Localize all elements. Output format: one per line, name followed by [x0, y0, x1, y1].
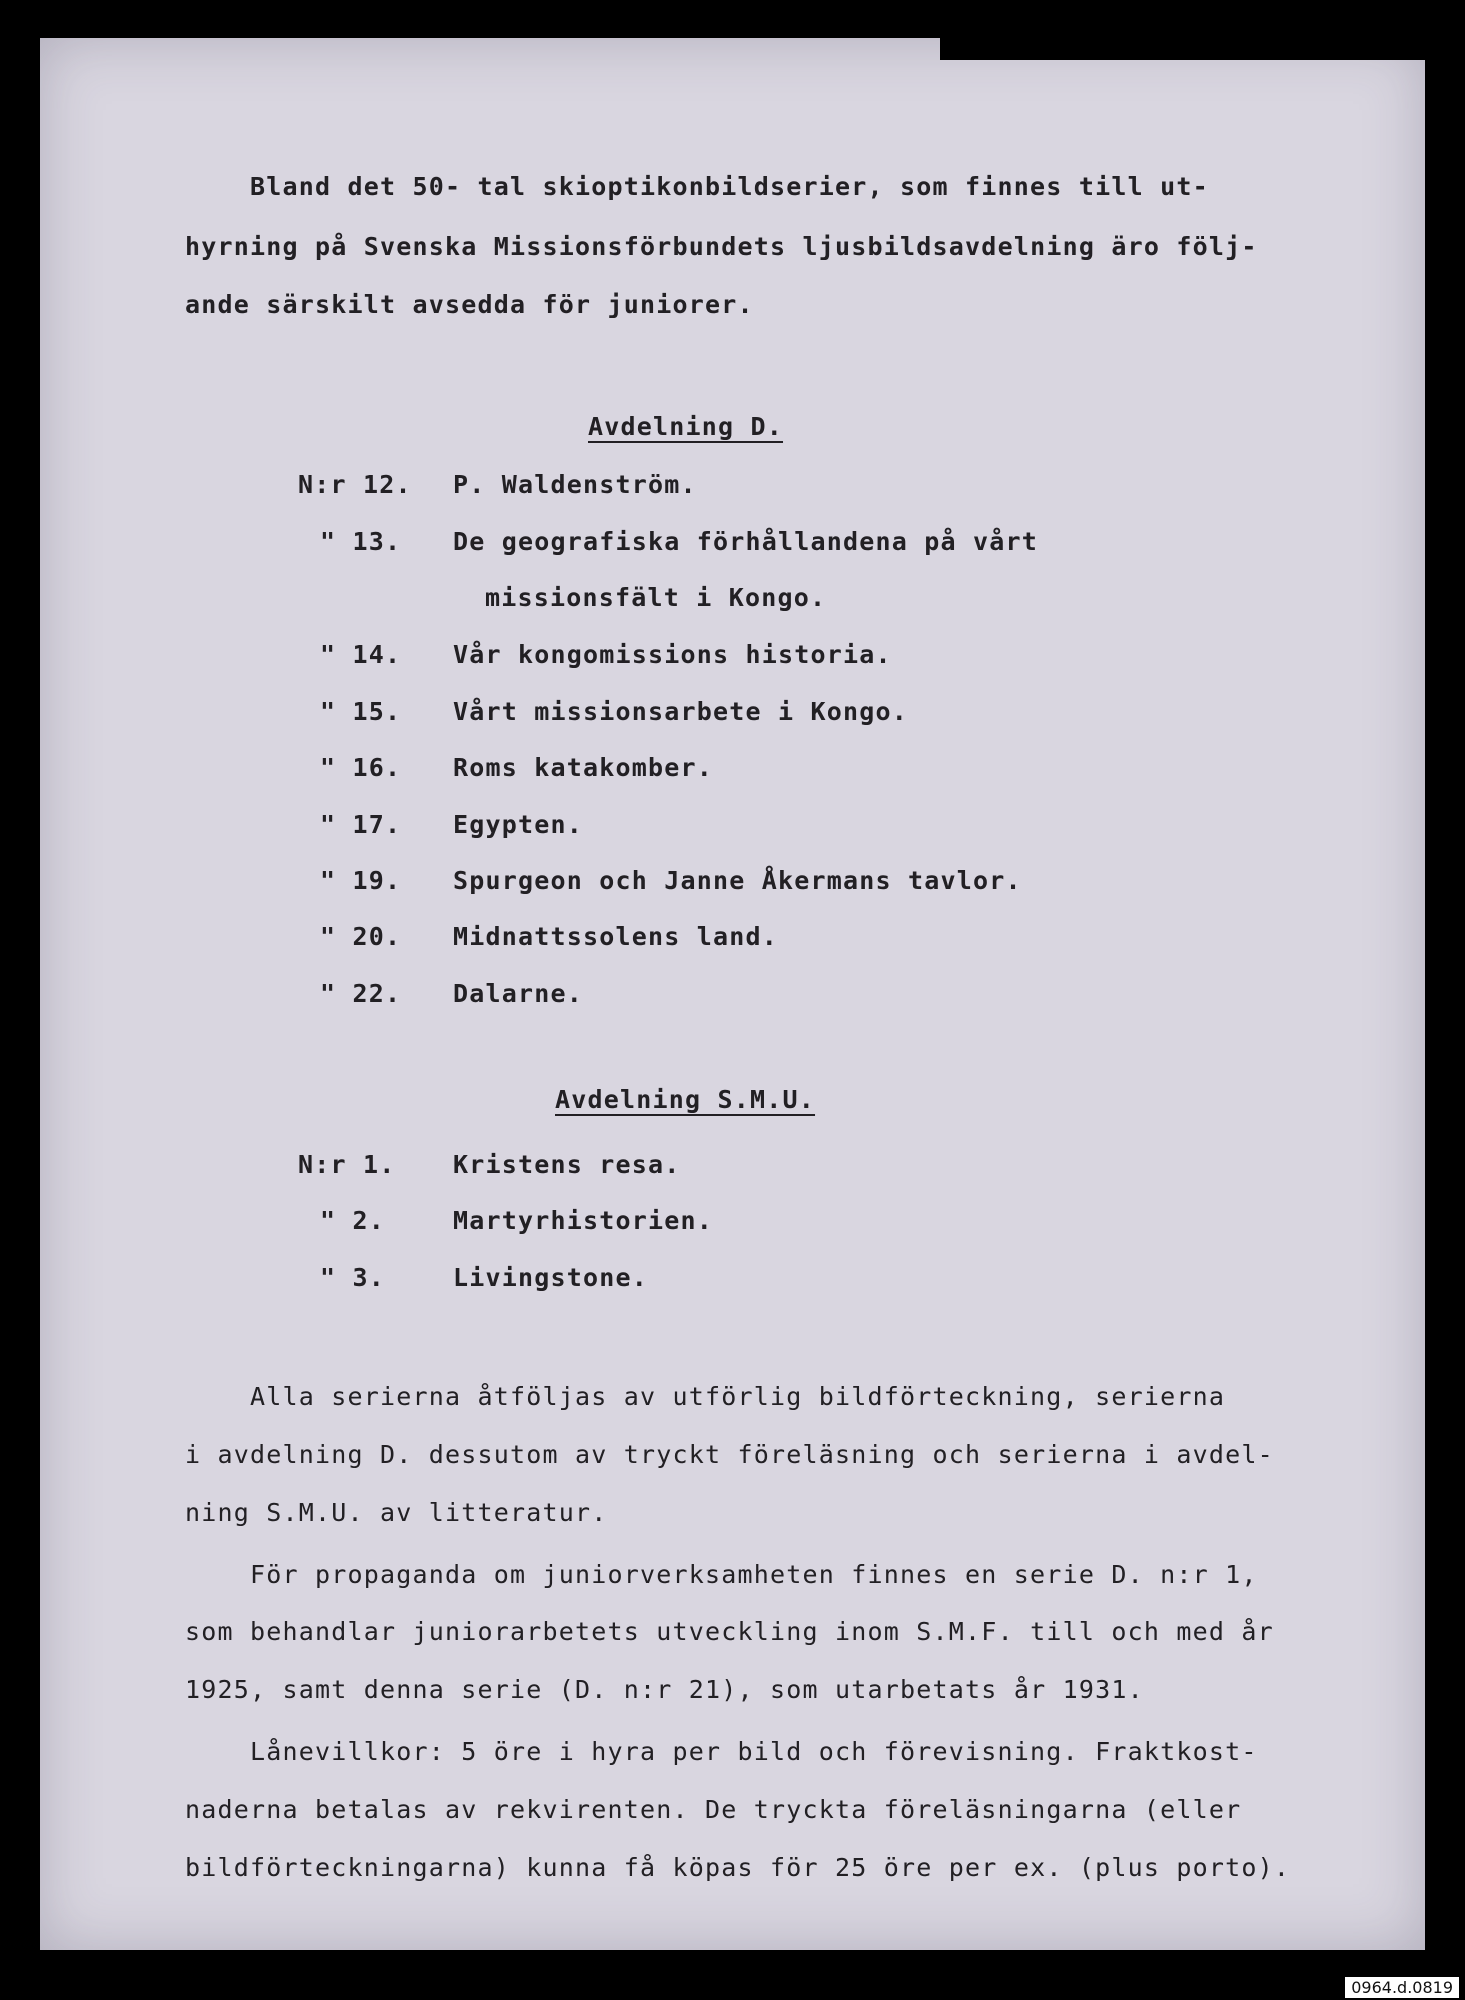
- closing-line-5: som behandlar juniorarbetets utveckling inom S.M.F. till och med år: [185, 1617, 1274, 1646]
- intro-line-3: ande särskilt avsedda för juniorer.: [185, 290, 754, 319]
- section-d-num-9: " 22.: [320, 979, 402, 1008]
- section-d-num-1: N:r 12.: [298, 470, 412, 499]
- torn-edge: [940, 38, 1425, 60]
- closing-line-7: Lånevillkor: 5 öre i hyra per bild och förevisning. Fraktkost-: [250, 1737, 1258, 1766]
- intro-line-2: hyrning på Svenska Missionsförbundets ljusbildsavdelning äro följ-: [185, 232, 1258, 261]
- document-page: [40, 38, 1425, 1950]
- section-d-num-2: " 13.: [320, 527, 402, 556]
- section-d-title-3: Vår kongomissions historia.: [453, 640, 892, 669]
- section-d-num-4: " 15.: [320, 697, 402, 726]
- section-d-num-8: " 20.: [320, 922, 402, 951]
- closing-line-8: naderna betalas av rekvirenten. De tryckta föreläsningarna (eller: [185, 1795, 1242, 1824]
- section-d-title-6: Egypten.: [453, 810, 584, 839]
- section-d-title-7: Spurgeon och Janne Åkermans tavlor.: [453, 866, 1022, 895]
- section-d-title-5: Roms katakomber.: [453, 753, 714, 782]
- section-d-title-9: Dalarne.: [453, 979, 584, 1008]
- closing-line-4: För propaganda om juniorverksamheten finnes en serie D. n:r 1,: [250, 1560, 1258, 1589]
- section-smu-num-3: " 3.: [320, 1263, 386, 1292]
- section-d-num-7: " 19.: [320, 866, 402, 895]
- section-d-num-5: " 16.: [320, 753, 402, 782]
- section-smu-heading: Avdelning S.M.U.: [555, 1085, 816, 1114]
- section-d-num-6: " 17.: [320, 810, 402, 839]
- section-smu-num-1: N:r 1.: [298, 1150, 396, 1179]
- closing-line-2: i avdelning D. dessutom av tryckt föreläsning och serierna i avdel-: [185, 1440, 1274, 1469]
- section-d-title-2: De geografiska förhållandena på vårt: [453, 527, 1039, 556]
- section-d-title-8: Midnattssolens land.: [453, 922, 779, 951]
- intro-line-1: Bland det 50- tal skioptikonbildserier, som finnes till ut-: [250, 172, 1209, 201]
- section-d-title-4: Vårt missionsarbete i Kongo.: [453, 697, 909, 726]
- section-d-heading: Avdelning D.: [588, 412, 784, 441]
- closing-line-1: Alla serierna åtföljas av utförlig bildförteckning, serierna: [250, 1382, 1226, 1411]
- section-smu-title-2: Martyrhistorien.: [453, 1206, 714, 1235]
- section-d-title-2-cont: missionsfält i Kongo.: [485, 583, 827, 612]
- section-smu-title-3: Livingstone.: [453, 1263, 649, 1292]
- section-d-title-1: P. Waldenström.: [453, 470, 697, 499]
- closing-line-3: ning S.M.U. av litteratur.: [185, 1498, 608, 1527]
- section-smu-title-1: Kristens resa.: [453, 1150, 681, 1179]
- closing-line-6: 1925, samt denna serie (D. n:r 21), som utarbetats år 1931.: [185, 1675, 1144, 1704]
- archive-label: 0964.d.0819: [1345, 1977, 1459, 1998]
- section-smu-num-2: " 2.: [320, 1206, 386, 1235]
- section-d-num-3: " 14.: [320, 640, 402, 669]
- closing-line-9: bildförteckningarna) kunna få köpas för 25 öre per ex. (plus porto).: [185, 1853, 1291, 1882]
